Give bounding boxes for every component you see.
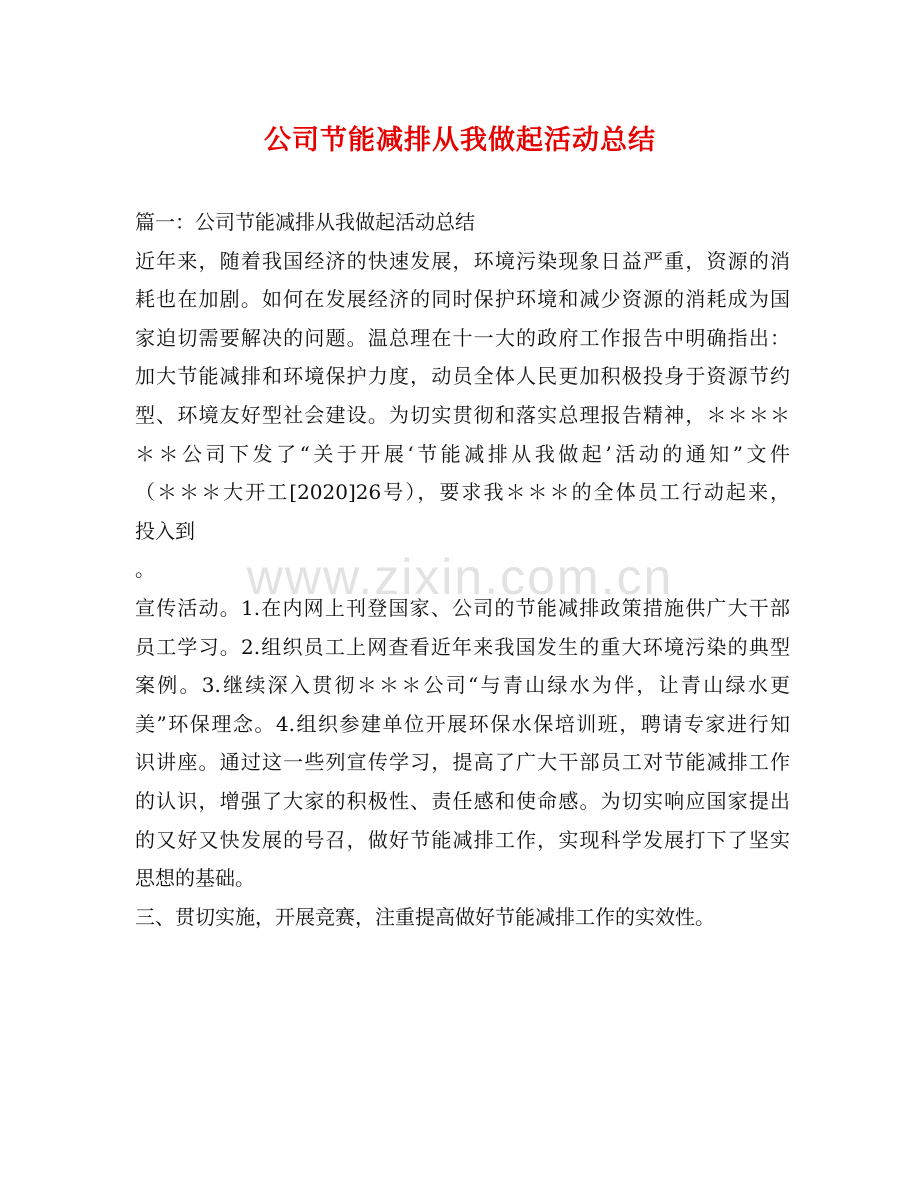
text-line: 篇一：公司节能减排从我做起活动总结 <box>135 210 475 234</box>
watermark: www.zixin.com.cn <box>246 549 674 605</box>
text-line: 宣传活动。1.在内网上刊登国家、公司的节能减排政策措施供广大干部 <box>135 595 790 620</box>
text-line: 。 <box>135 557 155 582</box>
text-line: 加大节能减排和环境保护力度，动员全体人民更加积极投身于资源节约 <box>135 364 790 389</box>
text-line: 的又好又快发展的号召，做好节能减排工作，实现科学发展打下了坚实 <box>135 827 790 852</box>
document-body <box>135 203 790 936</box>
text-line: 型、环境友好型社会建设。为切实贯彻和落实总理报告精神，＊＊＊＊ <box>135 402 790 427</box>
text-line: 思想的基础。 <box>135 866 255 891</box>
text-line: 识讲座。通过这一些列宣传学习，提高了广大干部员工对节能减排工作 <box>135 750 790 775</box>
text-line: 案例。3.继续深入贯彻＊＊＊公司“与青山绿水为伴，让青山绿水更 <box>135 673 790 698</box>
text-line: 家迫切需要解决的问题。温总理在十一大的政府工作报告中明确指出： <box>135 325 790 350</box>
text-line: 投入到 <box>135 518 195 543</box>
text-line: 三、贯切实施，开展竞赛，注重提高做好节能减排工作的实效性。 <box>135 904 715 929</box>
text-line: 耗也在加剧。如何在发展经济的同时保护环境和减少资源的消耗成为国 <box>135 287 790 312</box>
text-line: ＊＊公司下发了“关于开展‘节能减排从我做起’活动的通知”文件 <box>135 441 790 466</box>
text-line: 员工学习。2.组织员工上网查看近年来我国发生的重大环境污染的典型 <box>135 634 790 659</box>
text-line: （＊＊＊大开工[2020]26号），要求我＊＊＊的全体员工行动起来， <box>135 480 790 505</box>
text-line: 近年来，随着我国经济的快速发展，环境污染现象日益严重，资源的消 <box>135 248 790 273</box>
text-line: 的认识，增强了大家的积极性、责任感和使命感。为切实响应国家提出 <box>135 788 790 813</box>
text-line: 美”环保理念。4.组织参建单位开展环保水保培训班，聘请专家进行知 <box>135 711 790 736</box>
document-title: 公司节能减排从我做起活动总结 <box>264 125 656 156</box>
